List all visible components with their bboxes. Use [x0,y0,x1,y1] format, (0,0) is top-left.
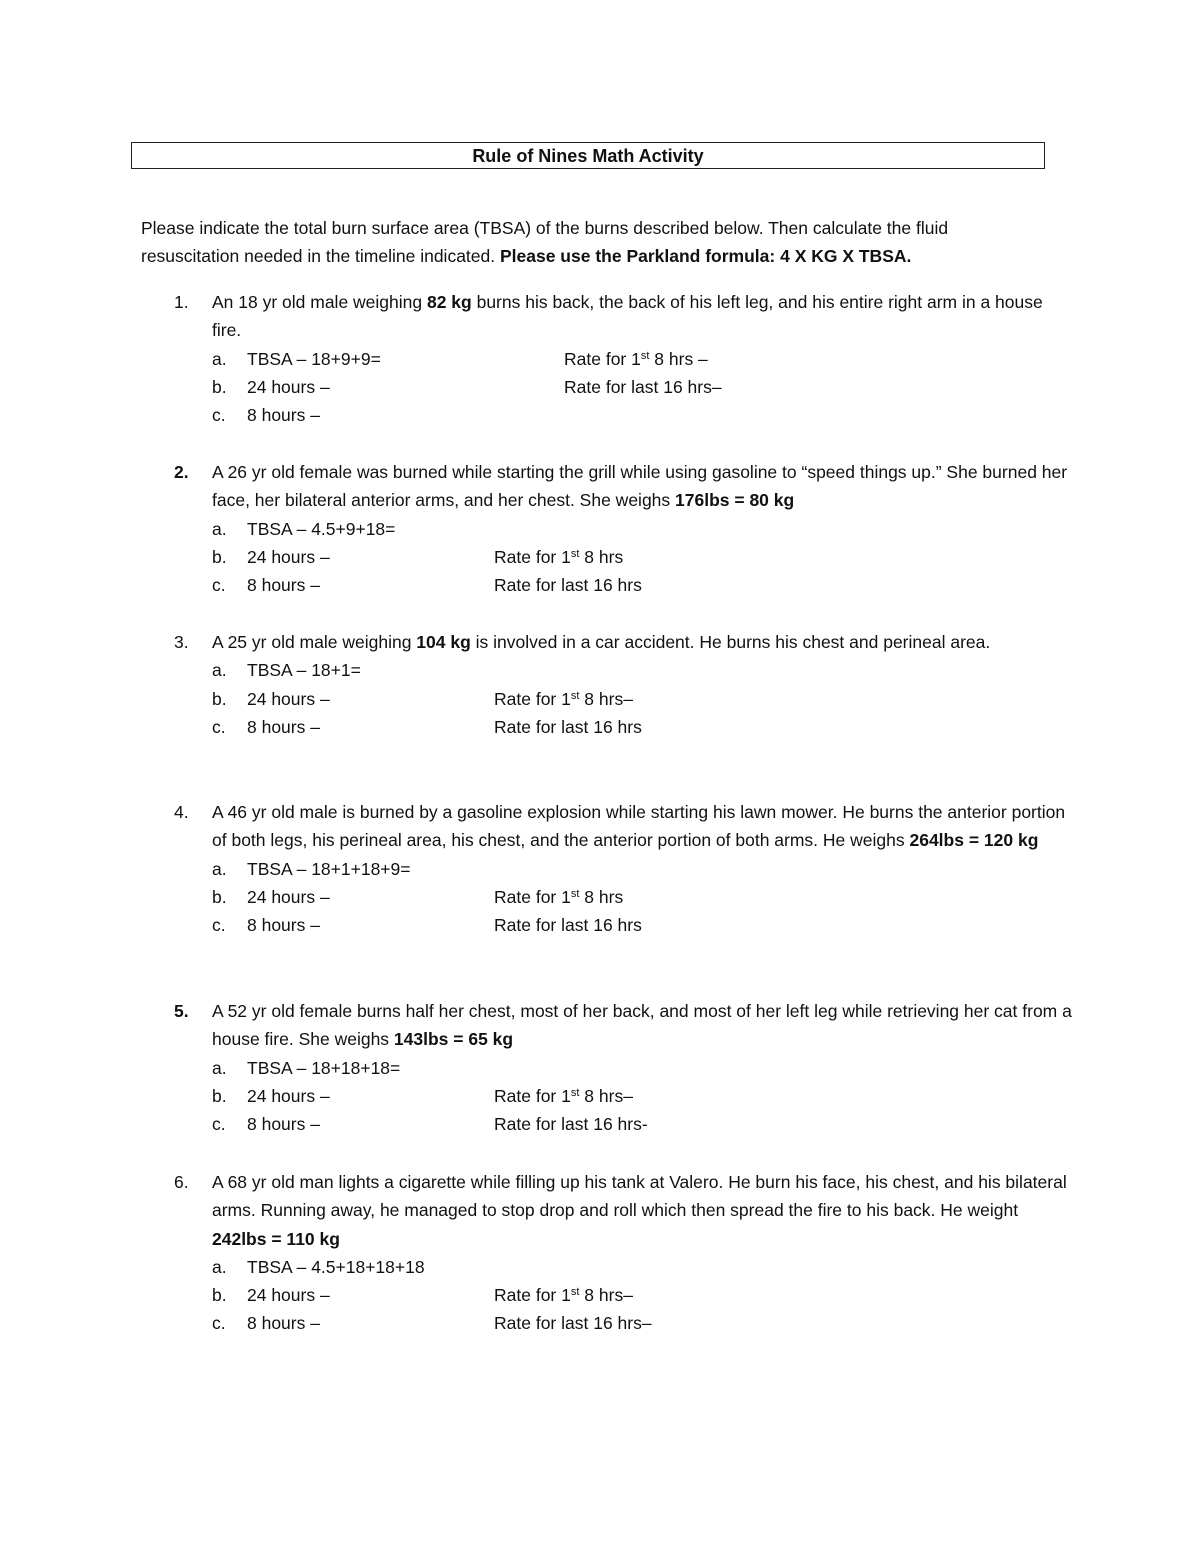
sub-item-c [212,571,1074,599]
question-stem [212,628,1074,656]
sub-letter: c. [212,1114,226,1135]
question-number: 6. [174,1172,189,1192]
stem-text: A 46 yr old male is burned by a gasoline explosion while starting his lawn mower. He burns the anterior portion of both legs, his perineal area, his chest, and the anterior portion of both arms. He weighs [212,802,1066,851]
rate-text: 8 hrs– [579,1285,633,1306]
hours-8-line: 8 hours – [247,405,320,426]
rate-text: 8 hrs [579,546,624,567]
weight-value: 143lbs = 65 kg [393,1029,514,1050]
tbsa-line: TBSA – 4.5+18+18+18 [247,1256,425,1277]
question-number: 2. [174,462,189,482]
rate-sup: st [570,547,580,560]
sub-letter: c. [212,716,226,737]
rate-sup: st [570,887,580,900]
weight-value: 82 kg [426,292,472,312]
formula-text: : 4 X KG X TBSA. [769,246,912,266]
sub-item-b [212,373,1074,401]
sub-letter: a. [212,858,227,879]
sub-item-b [212,685,1074,713]
sub-item-b [212,1281,1074,1309]
question-stem [212,798,1074,855]
rate-text: Rate for 1 [494,1085,571,1106]
sub-item-b [212,883,1074,911]
rate-last-16-hrs: Rate for last 16 hrs [494,915,642,936]
sub-letter: b. [212,376,227,397]
rate-first-8-hrs [494,883,623,911]
rate-first-8-hrs [564,345,708,373]
rate-text: 8 hrs – [649,348,708,369]
sub-item-c [212,713,1074,741]
question-stem [212,997,1074,1054]
sub-item-c [212,1110,1074,1138]
sub-item-c [212,911,1074,939]
tbsa-line: TBSA – 4.5+9+18= [247,518,396,539]
stem-text: A 52 yr old female burns half her chest, most of her back, and most of her left leg while retrieving her cat from a house fire. She weighs [212,1001,1072,1050]
sub-letter: a. [212,1057,227,1078]
rate-text: 8 hrs– [579,688,633,709]
rate-last-16-hrs: Rate for last 16 hrs- [494,1114,648,1135]
rate-last-16-hrs: Rate for last 16 hrs [494,716,642,737]
sub-item-a [212,1253,1074,1281]
sub-item-c [212,1309,1074,1337]
rate-first-8-hrs [494,543,623,571]
question-6 [174,1168,1074,1338]
rate-sup: st [570,1286,580,1299]
question-number: 4. [174,802,189,822]
sub-item-a [212,1054,1074,1082]
sub-item-b [212,543,1074,571]
question-3 [174,628,1074,741]
sub-letter: c. [212,915,226,936]
hours-24-line: 24 hours – [247,376,330,397]
question-2 [174,458,1074,599]
sub-letter: b. [212,1285,227,1306]
rate-last-16-hrs: Rate for last 16 hrs– [494,1313,652,1334]
stem-text: is involved in a car accident. He burns his chest and perineal area. [470,632,991,652]
sub-letter: a. [212,348,227,369]
stem-text: burns his back, the back of his left leg, and his entire right arm in a house fire. [212,292,1043,341]
page-title: Rule of Nines Math Activity [131,142,1045,169]
hours-8-line: 8 hours – [247,1114,320,1135]
rate-sup: st [640,349,650,362]
weight-value: 104 kg [416,632,471,652]
formula-label: Please use the Parkland formula [499,246,770,266]
sub-letter: c. [212,1313,226,1334]
tbsa-line: TBSA – 18+18+18= [247,1057,401,1078]
weight-value: 264lbs = 120 kg [909,830,1039,851]
rate-text: Rate for 1 [494,886,571,907]
tbsa-line: TBSA – 18+1+18+9= [247,858,411,879]
question-number: 3. [174,632,189,652]
question-stem [212,288,1074,345]
instructions-line-1: Please indicate the total burn surface area (TBSA) of the burns described below. Then calculate the fluid [141,218,949,238]
question-number: 1. [174,292,189,312]
hours-8-line: 8 hours – [247,1313,320,1334]
sub-letter: c. [212,405,226,426]
tbsa-line: TBSA – 18+1= [247,660,361,681]
rate-text: 8 hrs– [579,1085,633,1106]
stem-text: A 25 yr old male weighing [212,632,417,652]
stem-text: A 68 yr old man lights a cigarette while filling up his tank at Valero. He burn his face, his chest, and his bilateral arms. Running away, he managed to stop drop and roll which then spread the fire to his back. He weight [212,1172,1067,1221]
sub-letter: b. [212,546,227,567]
instructions [141,214,1071,270]
sub-letter: b. [212,688,227,709]
sub-item-c [212,401,1074,429]
sub-item-a [212,855,1074,883]
question-1 [174,288,1074,429]
rate-last-16-hrs: Rate for last 16 hrs– [564,376,722,397]
sub-item-a [212,515,1074,543]
question-number: 5. [174,1001,189,1021]
sub-letter: c. [212,575,226,596]
sub-letter: a. [212,518,227,539]
question-stem [212,458,1074,515]
rate-text: Rate for 1 [494,546,571,567]
hours-24-line: 24 hours – [247,688,330,709]
question-5 [174,997,1074,1138]
question-4 [174,798,1074,939]
hours-24-line: 24 hours – [247,546,330,567]
tbsa-line: TBSA – 18+9+9= [247,348,381,369]
rate-text: Rate for 1 [564,348,641,369]
rate-text: Rate for 1 [494,688,571,709]
rate-first-8-hrs [494,685,633,713]
sub-item-a [212,345,1074,373]
hours-8-line: 8 hours – [247,575,320,596]
sub-letter: b. [212,886,227,907]
rate-first-8-hrs [494,1082,633,1110]
rate-text: Rate for 1 [494,1285,571,1306]
sub-letter: b. [212,1085,227,1106]
rate-text: 8 hrs [579,886,624,907]
stem-text: A 26 yr old female was burned while starting the grill while using gasoline to “speed things up.” She burned her face, her bilateral anterior arms, and her chest. She weighs [212,462,1068,511]
hours-8-line: 8 hours – [247,915,320,936]
rate-last-16-hrs: Rate for last 16 hrs [494,575,642,596]
weight-value: 176lbs = 80 kg [675,490,795,511]
sub-letter: a. [212,660,227,681]
rate-first-8-hrs [494,1281,633,1309]
sub-item-b [212,1082,1074,1110]
sub-letter: a. [212,1256,227,1277]
question-stem [212,1168,1074,1253]
hours-8-line: 8 hours – [247,716,320,737]
stem-text: An 18 yr old male weighing [212,292,427,312]
rate-sup: st [570,1086,580,1099]
weight-value: 242lbs = 110 kg [212,1228,340,1249]
instructions-line-2: resuscitation needed in the timeline indicated. [141,246,500,266]
sub-item-a [212,656,1074,684]
hours-24-line: 24 hours – [247,1285,330,1306]
hours-24-line: 24 hours – [247,886,330,907]
hours-24-line: 24 hours – [247,1085,330,1106]
rate-sup: st [570,689,580,702]
